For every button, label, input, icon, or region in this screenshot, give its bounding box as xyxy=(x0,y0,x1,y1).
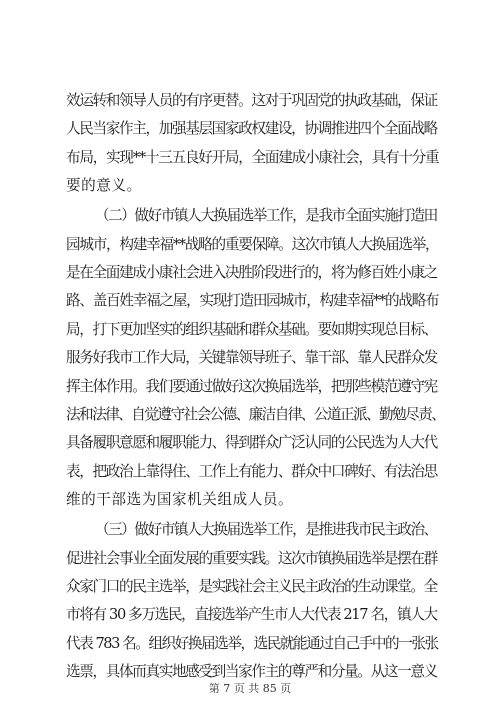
text-line: 服务好我市工作大局，关键靠领导班子、靠干部、靠人民群众发 xyxy=(66,349,437,366)
text-line: 市将有 30 多万选民，直接选举产生市人大代表 217 名，镇人大 xyxy=(66,606,437,623)
text-line: 路、盖百姓幸福之屋，实现打造田园城市，构建幸福**的战略布 xyxy=(66,292,439,309)
text-line: 具备履职意愿和履职能力、得到群众广泛认同的公民选为人大代 xyxy=(66,434,437,451)
paragraph-heading-2: （二）做好市镇人大换届选举工作，是我市全面实施打造田 xyxy=(95,207,437,224)
text-line: 是在全面建成小康社会进入决胜阶段进行的，将为修百姓小康之 xyxy=(66,264,437,281)
text-line: 代表 783 名。组织好换届选举，选民就能通过自己手中的一张张 xyxy=(66,635,438,652)
text-line: 法和法律、自觉遵守社会公德、廉洁自律、公道正派、勤勉尽责、 xyxy=(66,406,445,423)
page-number-footer: 第 7 页 共 85 页 xyxy=(208,682,292,695)
text-line: 挥主体作用。我们要通过做好这次换届选举，把那些模范遵守宪 xyxy=(66,378,437,395)
text-line: 局，打下更加坚实的组织基础和群众基础。要如期实现总目标、 xyxy=(66,321,437,338)
text-line: 表，把政治上靠得住、工作上有能力、群众中口碑好、有法治思 xyxy=(66,463,437,480)
text-line: 效运转和领导人员的有序更替。这对于巩固党的执政基础，保证 xyxy=(66,92,437,109)
text-line: 促进社会事业全面发展的重要实践。这次市镇换届选举是摆在群 xyxy=(66,550,437,567)
text-line: 维的干部选为国家机关组成人员。 xyxy=(66,491,294,508)
text-line: 选票，具体而真实地感受到当家作主的尊严和分量。从这一意义 xyxy=(66,663,437,680)
text-line: 布局，实现**十三五良好开局，全面建成小康社会，具有十分重 xyxy=(66,149,439,166)
text-line: 人民当家作主，加强基层国家政权建设，协调推进四个全面战略 xyxy=(66,120,437,137)
paragraph-heading-3: （三）做好市镇人大换届选举工作，是推进我市民主政治、 xyxy=(95,521,437,538)
text-line: 众家门口的民主选举，是实践社会主义民主政治的生动课堂。全 xyxy=(66,578,437,595)
text-line: 园城市，构建幸福**战略的重要保障。这次市镇人大换届选举， xyxy=(66,236,439,253)
text-line: 要的意义。 xyxy=(66,177,142,194)
